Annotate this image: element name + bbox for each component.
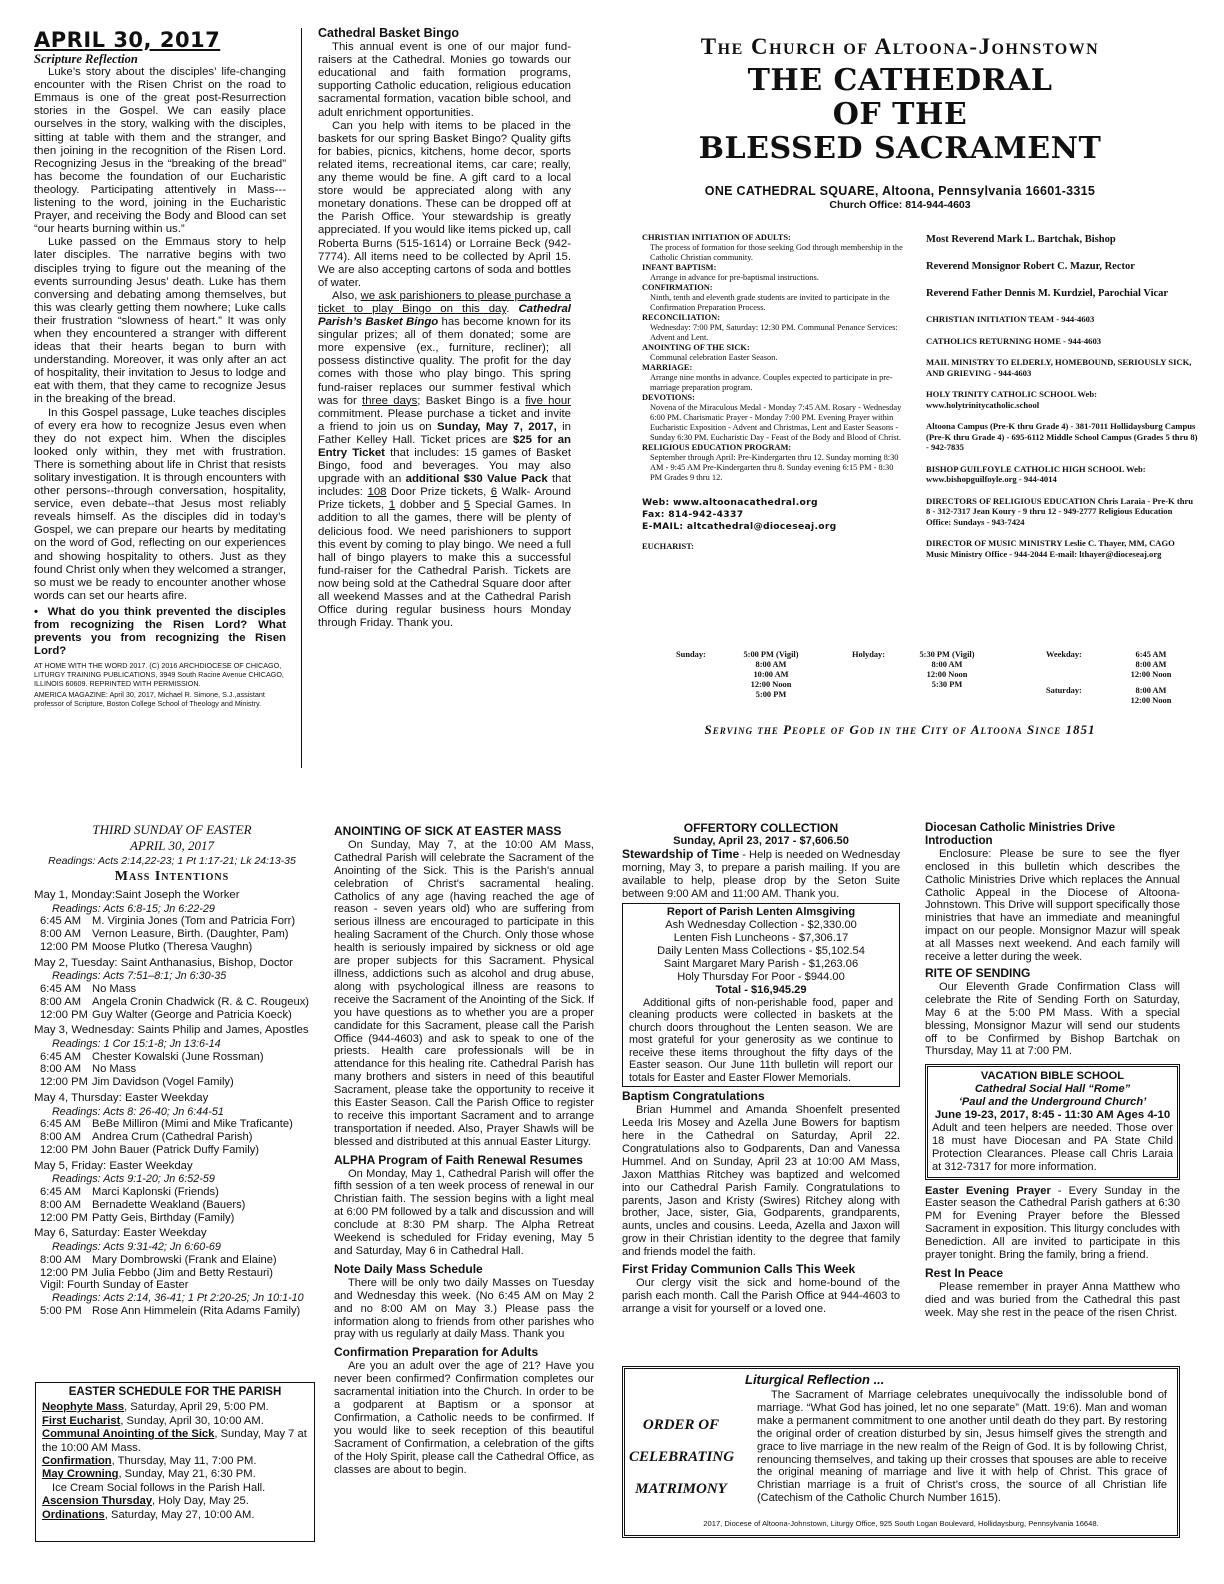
paragraph: Our Eleventh Grade Confirmation Class will celebrate the Rite of Sending Forth on Saturday, May 6 at the 5:00 PM Mass. With a special blessing, Monsignor Mazur will send our students off to be Confirmed by Bishop Bartchak on Thursday, May 11 at 7:00 PM. [925,980,1180,1058]
mass-time: 8:00 AM [931,660,963,669]
readings: Readings: 1 Cor 15:1-8; Jn 13:6-14 [52,1037,221,1050]
liturgical-heading: Liturgical Reflection ... [745,1372,885,1387]
intention-row [34,983,136,996]
vigil-heading: Vigil: Fourth Sunday of Easter [40,1279,189,1292]
paragraph: Additional gifts of non-perishable food, paper and cleaning products were collected in baskets at the church doors throughout the Lenten season. We are most grateful for your generosity as we continue to receive these items throughout the fifty days of the Easter season. Our June 11th bulletin will report our totals for Easter and Easter Flower Memorials. [629,996,893,1084]
lenten-line: Lenten Fish Luncheons - $7,306.17 [673,932,849,945]
scripture-heading: Scripture Reflection [34,52,138,66]
order-title: ORDER OF CELEBRATING MATRIMONY [629,1417,735,1497]
intention-row [34,1254,277,1267]
mass-time: 5:30 PM [931,680,963,689]
service-text: Wednesday: 7:00 PM, Saturday: 12:30 PM. Communal Penance Services: Advent and Lent. [650,323,898,342]
paragraph: Please remember in prayer Anna Matthew who died and was buried from the Cathedral this past week. May she rest in the peace of the risen Christ. [925,1280,1180,1319]
lenten-total: Total - $16,945.29 [715,983,807,996]
contact-entry: Most Reverend Mark L. Bartchak, Bishop [926,234,1116,245]
mass-time: 12:00 PM [40,940,88,953]
service-heading: INFANT BAPTISM: [642,263,717,272]
service-text: Communal celebration Easter Season. [650,353,778,362]
credit: AMERICA MAGAZINE: April 30, 2017, Michael R. Simone, S.J.,assistant professor of Scripture, Boston College School of Theology and Ministry. [34,690,265,708]
service-text: Arrange in advance for pre-baptismal instructions. [650,273,819,282]
intention-row [34,1009,292,1022]
reflection-question: • What do you think prevented the disciples from recognizing the Risen Lord? What prevents you from recognizing the Risen Lord? [34,605,286,658]
lenten-line: Saint Margaret Mary Parish - $1,263.06 [663,958,859,971]
intention-row [34,1186,219,1199]
column-offertory [622,822,900,1362]
intention-row [34,1076,234,1089]
easter-item: First Eucharist, Sunday, April 30, 10:00 AM. [42,1414,264,1427]
intention: No Mass [92,982,137,995]
easter-event: Confirmation [42,1455,112,1468]
easter-event: First Eucharist [42,1414,121,1427]
contact-entry: Altoona Campus (Pre-K thru Grade 4) - 381-7011 Hollidaysburg Campus (Pre-K thru Grade 4) - 695-6112 Middle School Campus (Grades 5 thru 8) - 942-7835 [926,421,1198,452]
service-heading: MARRIAGE: [642,363,693,372]
mass-time: 8:00 AM [40,1131,82,1144]
contact-entry: Reverend Monsignor Robert C. Mazur, Rector [926,261,1135,272]
easter-item: Communal Anointing of the Sick, Sunday, May 7 at the 10:00 AM Mass. [42,1428,307,1454]
mass-intentions [34,822,310,1318]
rite-heading: RITE OF SENDING [925,965,1031,980]
intention: M. Virginia Jones (Tom and Patricia Forr) [92,915,296,928]
web-link[interactable]: Web: www.altoonacathedral.org [642,497,818,508]
cathedral-title: THE CATHEDRAL OF THE BLESSED SACRAMENT [698,63,1102,166]
mass-time: 6:45 AM [40,915,82,928]
mass-time: 8:00 AM [1135,660,1167,669]
easter-schedule [35,1382,315,1542]
service-heading: RELIGIOUS EDUCATION PROGRAM: [642,443,792,452]
lenten-line: Daily Lenten Mass Collections - $5,102.54 [657,945,865,958]
mass-time: 8:00 AM [40,1198,82,1211]
service-heading: CHRISTIAN INITIATION OF ADULTS: [642,233,791,242]
service-text: September through April: Pre-Kindergarten thru 12. Sunday morning 8:30 AM - 9:45 AM Pre-Kindergarten thru 8. Sunday evening 6:15 PM - 8:30 PM Grades 9 thru 12. [650,453,899,482]
readings: Readings: Acts 6:8-15; Jn 6:22-29 [52,902,215,915]
vbs-box: VACATION BIBLE SCHOOL Cathedral Social Hall “Rome” ‘Paul and the Underground Church’ June 19-23, 2017, 8:45 - 11:30 AM Ages 4-10 Adult and teen helpers are needed. Those over 18 must have Diocesan and PA State Child Protection Clearances. Please call Chris Laraia at 312-7317 for more information. [925,1064,1180,1179]
mass-time: 10:00 AM [753,670,789,679]
intention: Vernon Leasure, Birth. (Daughter, Pam) [92,928,289,941]
offertory-heading: OFFERTORY COLLECTION [683,822,839,835]
dcmd-heading: Diocesan Catholic Ministries Drive Introduction [925,822,1116,847]
paragraph: Are you an adult over the age of 21? Have you never been confirmed? Confirmation completes our sacramental initiation into the Church. In order to be a godparent at Baptism or a sponsor at Confirmation, a Catholic needs to be confirmed. If you would like to seek reception of this beautiful Sacrament of Confirmation, a celebration of the gifts of the Holy Spirit, please call the Cathedral Office, as classes are about to begin. [334,1360,594,1476]
readings: Readings: Acts 7:51–8:1; Jn 6:30-35 [52,970,227,983]
intention: Angela Cronin Chadwick (R. & C. Rougeux) [92,995,310,1008]
day-heading: May 1, Monday:Saint Joseph the Worker [34,889,240,901]
intention: BeBe Milliron (Mimi and Mike Traficante) [92,1118,293,1131]
intention-row [34,1199,245,1212]
liturgical-reflection [622,1366,1180,1538]
easter-item: Ice Cream Social follows in the Parish Hall. [52,1481,266,1494]
service-text: Arrange nine months in advance. Couples expected to participate in pre-marriage preparation program. [650,373,893,392]
mass-time: 8:00 AM [40,995,82,1008]
paragraph: The Sacrament of Marriage celebrates unequivocally the indissoluble bond of marriage. “What God has joined, let no one separate” (Matt. 19:6). Man and woman make a permanent commitment to one another until death do they part. By restoring the original order of creation disturbed by sin, Jesus himself gives the strength and grace to live marriage in the new realm of the Reign of God. It is by following Christ, renouncing themselves, and taking up their crosses that spouses are able to receive the original meaning of marriage and live it with help of Christ. This grace of Christian marriage is a fruit of Christ’s cross, the source of all Christian life (Catechism of the Catholic Church Number 1615). [757,1389,1167,1505]
easter-item: Ascension Thursday, Holy Day, May 25. [42,1495,249,1508]
service-text: The process of formation for those seeking God through membership in the Catholic Christian community. [650,243,903,262]
offertory-total: Sunday, April 23, 2017 - $7,606.50 [673,834,849,847]
intention-row [34,915,295,928]
services-list [642,233,907,552]
mass-time: 12:00 PM [40,1008,88,1021]
address: ONE CATHEDRAL SQUARE, Altoona, Pennsylvania 16601-3315 [704,184,1096,198]
intention: Moose Plutko (Theresa Vaughn) [92,940,253,953]
mass-time: 8:00 AM [40,1063,82,1076]
easter-item: Neophyte Mass, Saturday, April 29, 5:00 PM. [42,1401,269,1414]
paragraph: In this Gospel passage, Luke teaches disciples of every era how to recognize Jesus even when they do not expect him. When the disciples looked only within, they met with frustration. There is something about life in Christ that resists solitary investigation. It is through encounters with other persons--through conversation, hospitality, service, even debate--that Jesus most reliably reveals himself. As the disciples did in today’s Gospel, we can prepare our hearts by meditating on the word of God, reflecting on our experiences and showing hospitality to others. Just as they found Christ only when they welcomed a stranger, so must we be ready to encounter another whose words can set our hearts afire. [34,406,286,602]
service-text: Ninth, tenth and eleventh grade students are invited to participate in the Confirmation Preparation Process. [650,293,890,312]
eucharist-label: EUCHARIST: [642,542,694,551]
day-heading: May 2, Tuesday: Saint Anthanasius, Bishop, Doctor [34,956,293,969]
mass-time: 6:45 AM [40,1118,82,1131]
service-heading: CONFIRMATION: [642,283,713,292]
intention: Chester Kowalski (June Rossman) [92,1050,264,1063]
mass-time: 12:00 PM [40,1076,88,1089]
intention-row [34,1118,293,1131]
sunday-date: APRIL 30, 2017 [130,838,214,853]
mass-time: 5:00 PM [40,1305,82,1318]
intention-row [34,941,252,954]
tagline: Serving the People of God in the City of Altoona Since 1851 [704,722,1096,737]
intention: Guy Walter (George and Patricia Koeck) [92,1008,292,1021]
email-link[interactable]: E-MAIL: altcathedral@dioceseaj.org [642,521,837,532]
lenten-line: Ash Wednesday Collection - $2,330.00 [665,919,857,932]
intention-row [34,1131,252,1144]
mass-time: 12:00 Noon [1130,670,1172,679]
intention-row [34,1305,300,1318]
day-heading: May 4, Thursday: Easter Weekday [34,1092,209,1105]
contact-entry: Reverend Father Dennis M. Kurdziel, Parochial Vicar [926,288,1169,299]
service-heading: DEVOTIONS: [642,393,695,402]
intention: Patty Geis, Birthday (Family) [92,1211,235,1224]
contacts-list [926,233,1198,570]
mass-time: 6:45 AM [40,1050,82,1063]
lenten-heading: Report of Parish Lenten Almsgiving [666,906,856,919]
column-news [334,822,594,1562]
mass-time: 12:00 PM [40,1266,88,1279]
mass-time: 12:00 Noon [750,680,792,689]
contact-entry: DIRECTORS OF RELIGIOUS EDUCATION Chris Laraia - Pre-K thru 8 - 312-7317 Jean Koury - 9 thru 12 - 949-2777 Religious Education Office: Sundays - 943-7424 [926,495,1194,527]
intention: Marci Kaplonski (Friends) [92,1186,219,1199]
evening-prayer: Easter Evening Prayer - Every Sunday in the Easter season the Cathedral Parish gathers at 6:30 PM for Evening Prayer before the Blessed Sacrament in exposition. This liturgy concludes with Benediction. All are invited to participate in this prayer tonight. Bring the family, bring a friend. [925,1184,1180,1262]
intention-row [34,1267,273,1280]
contact-entry: CATHOLICS RETURNING HOME - 944-4603 [926,335,1102,346]
church-name: The Church of Altoona-Johnstown [700,34,1100,59]
mass-time: 5:00 PM [755,690,787,699]
office-phone: Church Office: 814-944-4603 [829,199,971,211]
intention: Andrea Crum (Cathedral Parish) [92,1131,253,1144]
intention: Julia Febbo (Jim and Betty Restauri) [92,1266,273,1279]
intention: Bernadette Weakland (Bauers) [92,1198,246,1211]
intention: John Bauer (Patrick Duffy Family) [92,1143,260,1156]
intention-row [34,928,289,941]
mass-time: 12:00 PM [40,1211,88,1224]
easter-item: Ordinations, Saturday, May 27, 10:00 AM. [42,1508,255,1521]
masthead [600,34,1200,211]
mass-time: 8:00 AM [40,1253,82,1266]
column-divider [301,28,302,768]
mass-time: 6:45 AM [1135,650,1167,659]
easter-event: Ordinations [42,1508,105,1521]
credit: AT HOME WITH THE WORD 2017. (C) 2016 ARCHDIOCESE OF CHICAGO, LITURGY TRAINING PUBLICATIONS, 3949 South Racine Avenue CHICAGO, ILLINOIS 60609. REPRINTED WITH PERMISSION. [34,661,284,688]
bullet-icon: • [34,605,48,618]
mass-time: 12:00 PM [40,1143,88,1156]
intention: Rose Ann Himmelein (Rita Adams Family) [92,1305,301,1318]
sunday-title: THIRD SUNDAY OF EASTER [92,822,252,837]
easter-event: Neophyte Mass [42,1401,125,1414]
rest-heading: Rest In Peace [925,1266,1004,1280]
intention: Jim Davidson (Vogel Family) [92,1076,234,1089]
daily-heading: Note Daily Mass Schedule [334,1261,483,1276]
mass-time: 5:00 PM (Vigil) [743,650,799,659]
contact-entry: BISHOP GUILFOYLE CATHOLIC HIGH SCHOOL Web: www.bishopguilfoyle.org - 944-4014 [926,463,1146,484]
paragraph: On Monday, May 1, Cathedral Parish will offer the fifth session of a ten week process of renewal in our Christian faith. The session begins with a light meal at 6:00 PM followed by a talk and discussion and will conclude at 8:30 PM sharp. The Alpha Retreat Weekend is scheduled for Friday evening, May 5 and Saturday, May 6 in Cathedral Hall. [334,1167,594,1257]
confirm-heading: Confirmation Preparation for Adults [334,1345,539,1360]
day-heading: May 6, Saturday: Easter Weekday [34,1227,207,1240]
mass-time: 8:00 AM [755,660,787,669]
mass-time: 12:00 Noon [926,670,968,679]
bingo-heading: Cathedral Basket Bingo [318,26,460,40]
issue-date: APRIL 30, 2017 [34,28,221,52]
mass-time: 8:00 AM [40,928,82,941]
paragraph: Luke passed on the Emmaus story to help later disciples. The narrative begins with two disciples trying to figure out the meaning of the events surrounding Jesus’ death. Luke has them conversing and debating among themselves, but this was clearly getting them nowhere; Luke calls their frustration “slowness of heart.” It was only when they encountered a stranger with different ideas that their hearts began to burn with understanding. Moreover, it was only after an act of hospitality, their invitation to Jesus to lodge and eat with them, that they came to recognize Jesus in the breaking of the bread. [34,236,286,406]
easter-item: Confirmation, Thursday, May 11, 7:00 PM. [42,1455,257,1468]
mass-time: 5:30 PM (Vigil) [919,650,975,659]
intention-row [34,996,309,1009]
intention-row [34,1063,136,1076]
readings: Readings: Acts 9:1-20; Jn 6:52-59 [52,1173,215,1186]
mass-time: 6:45 AM [40,982,82,995]
paragraph: Can you help with items to be placed in the baskets for our spring Basket Bingo? Quality gifts for babies, picnics, kitchens, home decor, sports related items, recreational items, car care; really, any theme would be fine. A gift card to a local store would be appreciated along with any monetary donations. These can be dropped off at the Parish Office. Your stewardship is greatly appreciated. If you would like items picked up, call Roberta Burns (515-1614) or Lorraine Beck (942-7774). All items need to be collected by April 15. We are also accepting cartons of soda and bottles of water. [318,119,571,289]
paragraph: On Sunday, May 7, at the 10:00 AM Mass, Cathedral Parish will celebrate the Sacrament of the Anointing of the Sick. This is the Parish's annual celebration of Christ's sacramental healing. Catholics of any age (having reached the age of reason - seven years old) who are suffering from serious illness are encouraged to participate in this healing Sacrament of the Church. Only those whose health is seriously impaired by sickness or old age are proper subjects for this Sacrament. Physical illness, addictions such as alcohol and drug abuse, along with psychological illness are reasons to receive the Sacrament of the Anointing of the Sick. If you have questions as to whether you are a proper candidate for this Sacrament, please call the Parish Office (944-4603) and ask to speak to one of the priests. Health care professionals will be in attendance for this healing rite. Cathedral Parish has many brothers and sisters in need of this beautiful Sacrament, please take the opportunity to receive it this Easter Season. Call the Parish Office to register to receive this important Sacrament and to arrange transportation if needed. Also, Prayer Shawls will be blessed and distributed at this annual Easter Liturgy. [334,838,594,1148]
sunday-readings: Readings: Acts 2:14,22-23; 1 Pt 1:17-21; Lk 24:13-35 [48,855,296,867]
lenten-line: Holy Thursday For Poor - $944.00 [677,970,845,983]
readings: Readings: Acts 8: 26-40; Jn 6:44-51 [52,1105,224,1118]
intention-row [34,1144,259,1157]
service-heading: RECONCILIATION: [642,313,721,322]
contact-entry: DIRECTOR OF MUSIC MINISTRY Leslie C. Thayer, MM, CAGO Music Ministry Office - 944-2044 E-mail: lthayer@dioceseaj.org [926,538,1175,559]
stewardship: Stewardship of Time - Help is needed on Wednesday morning, May 3, to prepare a parish mailing. If you are available to help, please drop by the Seton Suite between 9:00 AM and 11:00 AM. Thank you. [622,846,900,900]
readings: Readings: Acts 9:31-42; Jn 6:60-69 [52,1240,221,1253]
contact-entry: MAIL MINISTRY TO ELDERLY, HOMEBOUND, SERIOUSLY SICK, AND GRIEVING - 944-4603 [926,357,1192,378]
baptism-heading: Baptism Congratulations [622,1089,765,1104]
paragraph: Brian Hummel and Amanda Shoenfelt presented Leeda Iris Mosey and Azella June Bowers for baptism here in the Cathedral on Saturday, April 22. Congratulations also to Godparents, Dan and Vanessa Hummel. And on Sunday, April 23 at 10:00 AM Mass, Jaxon Matthias Ritchey was baptized and welcomed into our Cathedral Parish Family. Congratulations to parents, Jason and Kristy (Swires) Ritchey along with brother, Jace, sister, Gia, Godparents, grandparents, aunts, uncles and cousins. Leeda, Azella and Jaxon will grow in their Christian identity to the degree that family and friends model the faith. [622,1104,900,1259]
intention-row [34,1212,234,1225]
intention: No Mass [92,1063,137,1076]
intention: Mary Dombrowski (Frank and Elaine) [92,1253,277,1266]
readings: Readings: Acts 2:14, 36-41; 1 Pt 2:20-25; Jn 10:1-10 [52,1292,304,1305]
web-contact: Web: www.altoonacathedral.org Fax: 814-942-4337 E-MAIL: altcathedral@dioceseaj.org [642,497,907,533]
paragraph: This annual event is one of our major fund-raisers at the Cathedral. Monies go towards our educational and faith formation programs, supporting Catholic education, religious education sacramental formation, vacation bible school, and adult enrichment opportunities. [318,41,571,119]
column-diocesan [925,822,1180,1362]
contact-entry: HOLY TRINITY CATHOLIC SCHOOL Web: www.holytrinitycatholic.school [926,389,1097,410]
service-heading: ANOINTING OF THE SICK: [642,343,750,352]
paragraph: Also, we ask parishioners to please purchase a ticket to play Bingo on this day. Cathedral Parish’s Basket Bingo has become known for its singular prizes; all of them donated; some are more expensive (ex., furniture, recliner); all possess distinctive quality. The profit for the day comes with those who play bingo. This spring fund-raiser replaces our summer festival which was for three days; Basket Bingo is a five hour commitment. Please purchase a ticket and invite a friend to join us on Sunday, May 7, 2017, in Father Kelley Hall. Ticket prices are $25 for an Entry Ticket that includes: 15 games of Basket Bingo, food and beverages. You may also upgrade with an additional $30 Value Pack that includes: 108 Door Prize tickets, 6 Walk- Around Prize tickets, 1 dobber and 5 Special Games. In addition to all the games, there will be plenty of delicious food. We need parishioners to support this event by coming to play bingo. We need a full hall of bingo players to make this a successful fund-raiser for the Cathedral Parish. Tickets are now being sold at the Cathedral Square door after all weekend Masses and at the Cathedral Parish Office during regular business hours Monday through Friday. Thank you. [318,289,571,630]
scripture-reflection [34,28,286,768]
paragraph: Our clergy visit the sick and home-bound of the parish each month. Call the Parish Office at 944-4603 to arrange a visit for yourself or a loved one. [622,1276,900,1315]
basket-bingo [318,24,571,769]
paragraph: There will be only two daily Masses on Tuesday and Wednesday this week. (No 6:45 AM on May 2 and no 8:00 AM on May 3.) Please pass the information along to friends from other parishes who pray with us regularly at daily Mass. Thank you [334,1276,594,1341]
alpha-heading: ALPHA Program of Faith Renewal Resumes [334,1152,583,1167]
day-heading: May 5, Friday: Easter Weekday [34,1159,193,1172]
service-text: Novena of the Miraculous Medal - Monday 7:45 AM. Rosary - Wednesday 6:00 PM. Charismatic Prayer - Monday 7:00 PM. Evening Prayer within Eucharistic Exposition - Advent and Christmas, Lent and Easter Seasons - Sunday 6:30 PM. Eucharistic Day - Feast of the Body and Blood of Christ. [650,403,902,442]
mass-time: 12:00 Noon [1130,696,1172,705]
friday-heading: First Friday Communion Calls This Week [622,1262,856,1277]
lenten-report [622,903,900,1087]
paragraph: Luke’s story about the disciples’ life-changing encounter with the Risen Christ on the road to Emmaus is one of the great post-Resurrection stories in the Gospel. We can easily place ourselves in the story, walking with the disciples, sitting at table with them and the stranger, and then joining in the recognition of the Risen Lord. Recognizing Jesus in the “breaking of the bread” has become the foundation of our Eucharistic theology. Participating attentively in Mass---listening to the word, joining in the Eucharistic Prayer, and receiving the Body and Blood can set “our hearts burning within us.” [34,66,286,236]
easter-event: May Crowning [42,1468,119,1481]
liturgical-credit: 2017, Diocese of Altoona-Johnstown, Liturgy Office, 925 South Logan Boulevard, Hollidaysburg, Pennsylvania 16648. [703,1519,1099,1528]
anointing-heading: ANOINTING OF SICK AT EASTER MASS [334,824,562,838]
intention-row [34,1051,264,1064]
mass-time: 8:00 AM [1135,686,1167,695]
paragraph: Enclosure: Please be sure to see the flyer enclosed in this bulletin which describes the Catholic Ministries Drive which replaces the Annual Catholic Appeal in the Diocese of Altoona-Johnstown. This Drive will support specifically those ministries that have an immediate and meaningful impact on our people. Monsignor Mazur will speak at all Masses next weekend. And each family will receive a letter during the week. [925,847,1180,964]
day-heading: May 3, Wednesday: Saints Philip and James, Apostles [34,1024,309,1037]
easter-heading: EASTER SCHEDULE FOR THE PARISH [68,1386,282,1398]
easter-item: May Crowning, Sunday, May 21, 6:30 PM. [42,1468,256,1481]
easter-event: Communal Anointing of the Sick [42,1428,215,1441]
easter-event: Ascension Thursday [42,1495,153,1508]
intentions-heading: Mass Intentions [114,869,230,884]
contact-entry: CHRISTIAN INITIATION TEAM - 944-4603 [926,314,1095,324]
mass-time: 6:45 AM [40,1186,82,1199]
